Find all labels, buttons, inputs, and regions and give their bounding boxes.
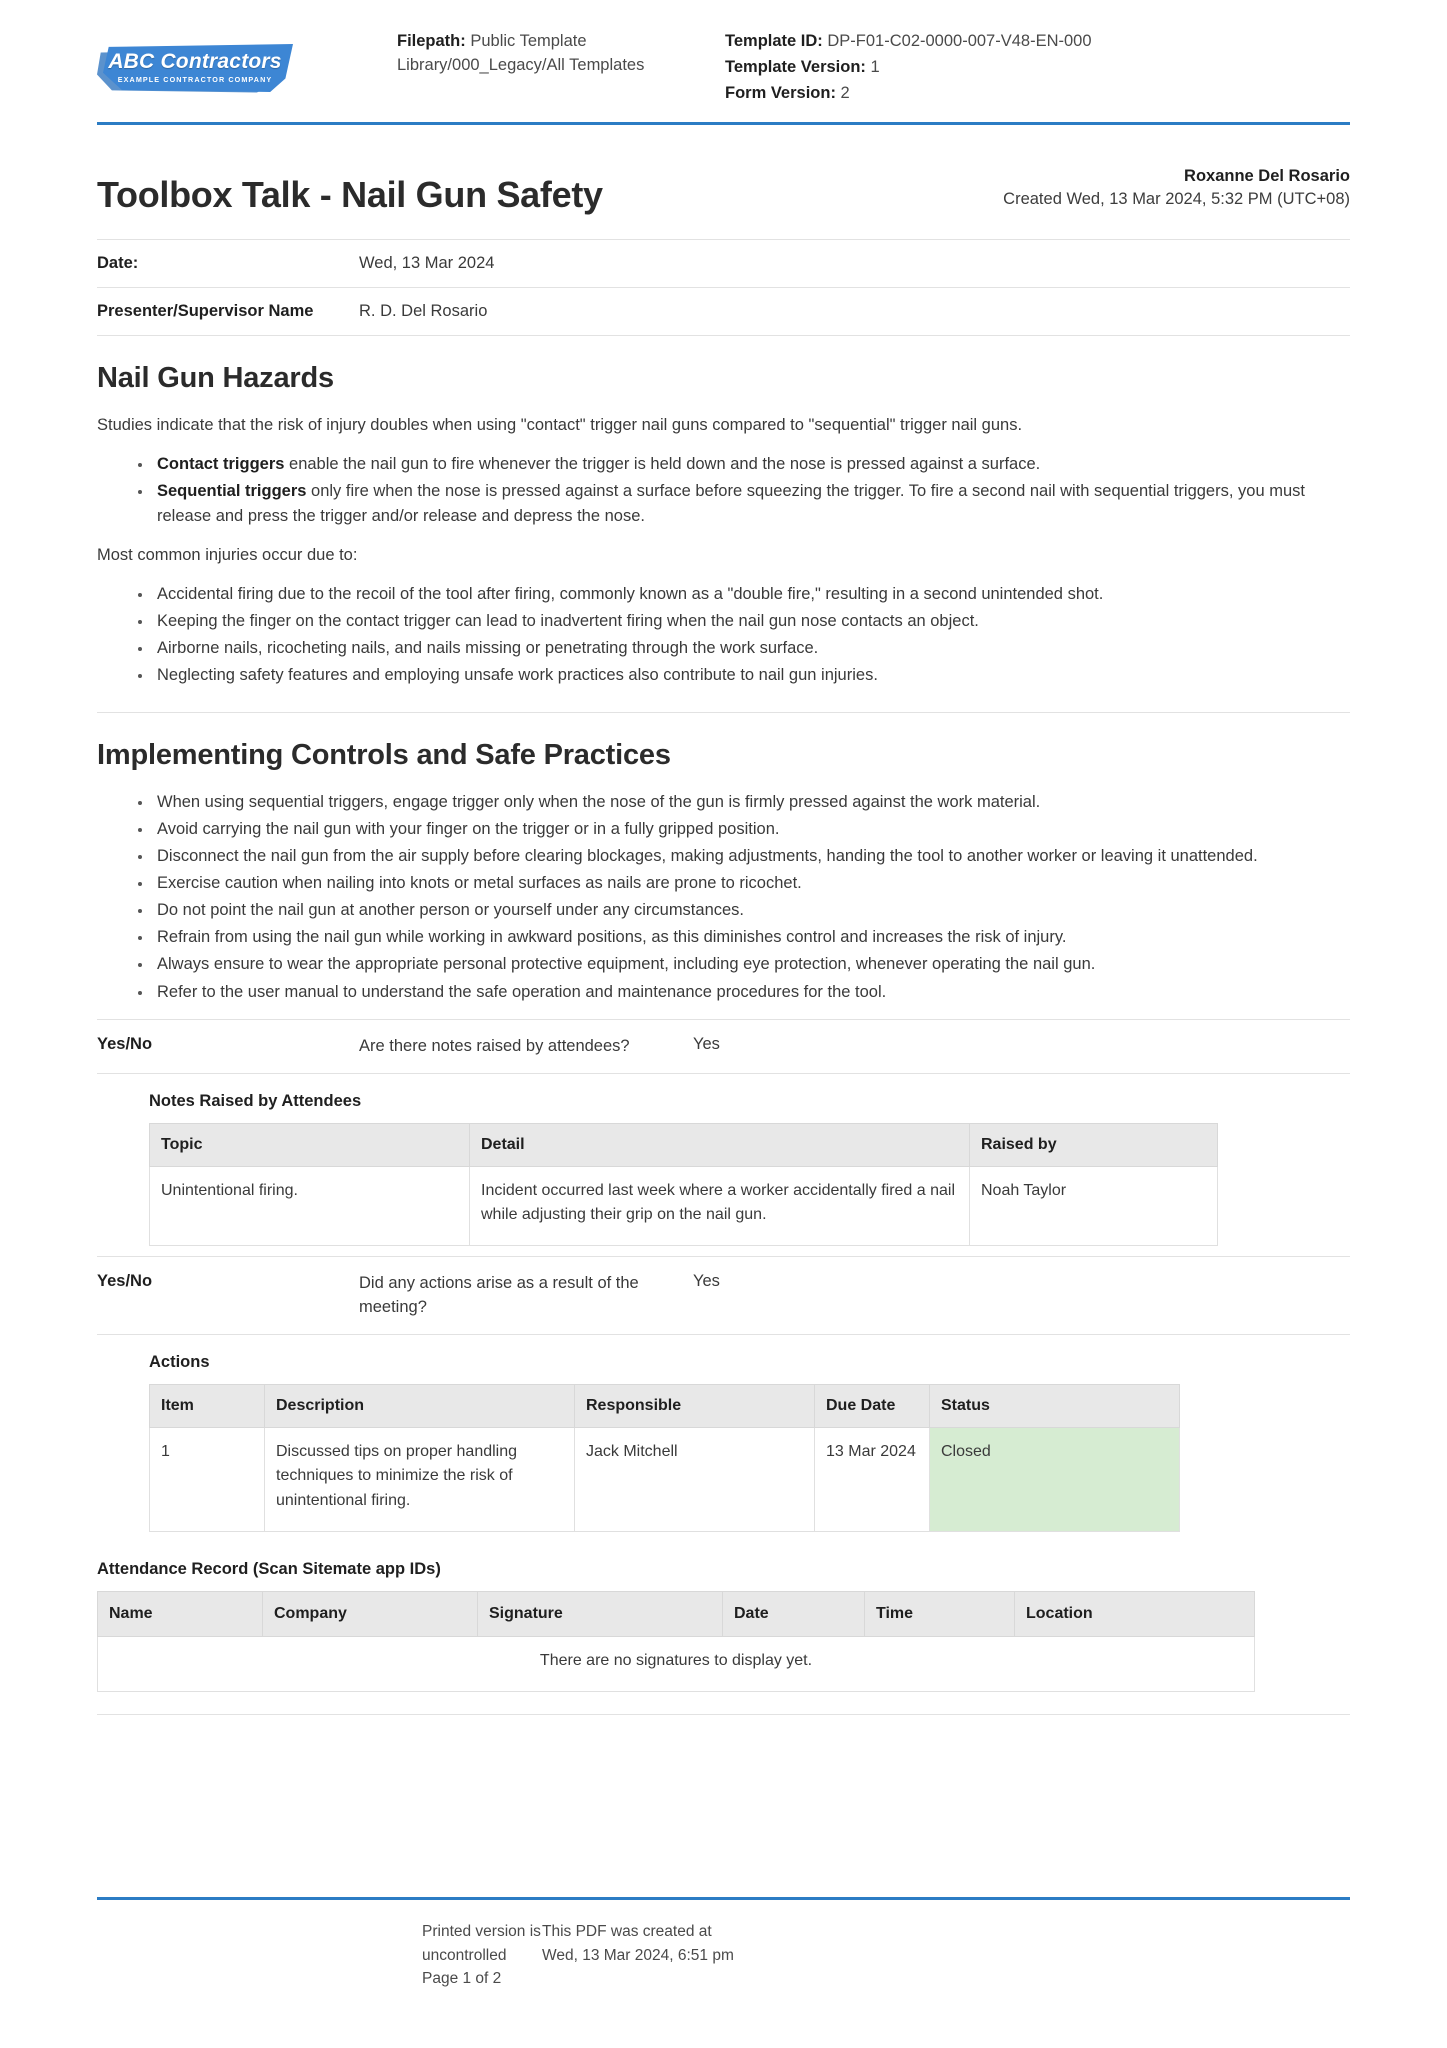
list-item: • Neglecting safety features and employing unsafe work practices also contribute to nail gun injuries. xyxy=(153,663,1350,688)
section-title-hazards: Nail Gun Hazards xyxy=(97,361,334,394)
logo-company-tagline: EXAMPLE CONTRACTOR COMPANY xyxy=(117,75,273,84)
form-version-label: Form Version: xyxy=(725,83,836,102)
attendance-table xyxy=(97,1591,1255,1692)
status-badge: Closed xyxy=(930,1428,1180,1532)
form-version-value: 2 xyxy=(840,83,850,102)
controls-list xyxy=(97,790,1350,1005)
yesno-question-notes: Are there notes raised by attendees? xyxy=(359,1036,630,1055)
table-row-empty xyxy=(98,1636,1255,1691)
attendance-title: Attendance Record (Scan Sitemate app IDs) xyxy=(97,1559,441,1578)
list-item: • Airborne nails, ricocheting nails, and nails missing or penetrating through the work surface. xyxy=(153,636,1350,661)
filepath-label: Filepath: xyxy=(397,32,466,50)
list-item: • Refrain from using the nail gun while working in awkward positions, as this diminishes control and increases the risk of injury. xyxy=(153,925,1350,950)
notes-block xyxy=(97,1074,1350,1257)
template-id-label: Template ID: xyxy=(725,32,823,50)
bullet-text: only fire when the nose is pressed against a surface before squeezing the trigger. To fire a second nail with sequential triggers, you must release and press the trigger and/or release and depress the nose. xyxy=(157,481,1305,525)
content-bottom-rule xyxy=(97,1714,1350,1715)
document-header xyxy=(97,0,1350,125)
list-item xyxy=(153,479,1350,529)
column-header-location: Location xyxy=(1015,1591,1255,1636)
column-header-raised-by: Raised by xyxy=(970,1123,1218,1166)
header-filepath-block xyxy=(397,26,725,80)
cell-due-date: 13 Mar 2024 xyxy=(815,1428,930,1532)
cell-item: 1 xyxy=(150,1428,265,1532)
notes-table-title: Notes Raised by Attendees xyxy=(149,1091,362,1110)
hazards-trigger-list xyxy=(97,452,1350,529)
field-label-presenter: Presenter/Supervisor Name xyxy=(97,301,314,320)
actions-block xyxy=(97,1335,1350,1542)
hazards-injury-list xyxy=(97,582,1350,688)
template-version-value: 1 xyxy=(870,57,880,76)
column-header-topic: Topic xyxy=(150,1123,470,1166)
title-row xyxy=(97,125,1350,223)
section-nail-gun-hazards xyxy=(97,336,1350,713)
cell-detail: Incident occurred last week where a worker accidentally fired a nail while adjusting their grip on the nail gun. xyxy=(470,1166,970,1246)
bullet-bold-term: Sequential triggers xyxy=(157,481,307,500)
column-header-name: Name xyxy=(98,1591,263,1636)
table-header-row xyxy=(150,1123,1218,1166)
template-id-value: DP-F01-C02-0000-007-V48-EN-000 xyxy=(827,32,1092,50)
yesno-answer-notes: Yes xyxy=(693,1034,720,1053)
cell-raised-by: Noah Taylor xyxy=(970,1166,1218,1246)
page-title: Toolbox Talk - Nail Gun Safety xyxy=(97,174,603,216)
cell-responsible: Jack Mitchell xyxy=(575,1428,815,1532)
footer-uncontrolled-text: Printed version is uncontrolled xyxy=(422,1923,541,1964)
created-author: Roxanne Del Rosario xyxy=(1184,166,1350,185)
column-header-time: Time xyxy=(865,1591,1015,1636)
list-item: • Keeping the finger on the contact trigger can lead to inadvertent firing when the nail gun nose contacts an object. xyxy=(153,609,1350,634)
created-meta xyxy=(1003,165,1350,215)
document-footer xyxy=(97,1897,1350,1990)
attendance-empty-message: There are no signatures to display yet. xyxy=(98,1636,1255,1691)
list-item: • Always ensure to wear the appropriate personal protective equipment, including eye protection, whenever operating the nail gun. xyxy=(153,952,1350,977)
bullet-bold-term: Contact triggers xyxy=(157,454,285,473)
section-implementing-controls xyxy=(97,713,1350,1005)
cell-topic: Unintentional firing. xyxy=(150,1166,470,1246)
yesno-label-actions: Yes/No xyxy=(97,1272,153,1291)
footer-created-label: This PDF was created at xyxy=(542,1923,712,1941)
table-row xyxy=(150,1166,1218,1246)
template-version-label: Template Version: xyxy=(725,57,866,76)
header-template-block xyxy=(725,26,1350,108)
created-timestamp: Created Wed, 13 Mar 2024, 5:32 PM (UTC+08) xyxy=(1003,189,1350,208)
hazards-mid-text: Most common injuries occur due to: xyxy=(97,545,358,564)
logo-company-name: ABC Contractors xyxy=(108,50,282,73)
column-header-status: Status xyxy=(930,1385,1180,1428)
field-value-presenter: R. D. Del Rosario xyxy=(359,301,488,320)
footer-print-notice xyxy=(97,1920,542,1990)
notes-table xyxy=(149,1123,1218,1247)
field-row-presenter xyxy=(97,288,1350,336)
attendance-block xyxy=(97,1542,1350,1715)
field-value-date: Wed, 13 Mar 2024 xyxy=(359,253,495,272)
list-item: • Disconnect the nail gun from the air supply before clearing blockages, making adjustments, handing the tool to another worker or leaving it unattended. xyxy=(153,844,1350,869)
footer-created-timestamp: Wed, 13 Mar 2024, 6:51 pm xyxy=(542,1946,734,1964)
yesno-row-actions xyxy=(97,1256,1350,1335)
bullet-text: enable the nail gun to fire whenever the trigger is held down and the nose is pressed against a surface. xyxy=(284,454,1041,473)
footer-page-number: Page 1 of 2 xyxy=(422,1969,502,1987)
table-header-row xyxy=(98,1591,1255,1636)
list-item: • Avoid carrying the nail gun with your finger on the trigger or in a fully gripped position. xyxy=(153,817,1350,842)
column-header-due-date: Due Date xyxy=(815,1385,930,1428)
column-header-item: Item xyxy=(150,1385,265,1428)
column-header-signature: Signature xyxy=(478,1591,723,1636)
yesno-row-notes xyxy=(97,1019,1350,1074)
table-header-row xyxy=(150,1385,1180,1428)
column-header-responsible: Responsible xyxy=(575,1385,815,1428)
list-item: • Exercise caution when nailing into knots or metal surfaces as nails are prone to ricochet. xyxy=(153,871,1350,896)
actions-table xyxy=(149,1384,1180,1532)
yesno-question-actions: Did any actions arise as a result of the meeting? xyxy=(359,1274,639,1317)
filepath-value: Public Template Library/000_Legacy/All Templates xyxy=(397,32,645,74)
list-item: • When using sequential triggers, engage trigger only when the nose of the gun is firmly pressed against the work material. xyxy=(153,790,1350,815)
column-header-company: Company xyxy=(263,1591,478,1636)
column-header-description: Description xyxy=(265,1385,575,1428)
company-logo xyxy=(97,26,397,94)
column-header-date: Date xyxy=(723,1591,865,1636)
yesno-answer-actions: Yes xyxy=(693,1272,720,1291)
field-row-date xyxy=(97,239,1350,288)
footer-pdf-created xyxy=(542,1920,1350,1990)
list-item: • Accidental firing due to the recoil of the tool after firing, commonly known as a "double fire," resulting in a second unintended shot. xyxy=(153,582,1350,607)
cell-description: Discussed tips on proper handling techniques to minimize the risk of unintentional firing. xyxy=(265,1428,575,1532)
list-item: • Refer to the user manual to understand the safe operation and maintenance procedures for the tool. xyxy=(153,980,1350,1005)
yesno-label-notes: Yes/No xyxy=(97,1034,153,1053)
hazards-intro-text: Studies indicate that the risk of injury doubles when using "contact" trigger nail guns compared to "sequential" trigger nail guns. xyxy=(97,415,1023,434)
list-item xyxy=(153,452,1350,477)
actions-table-title: Actions xyxy=(149,1353,210,1372)
column-header-detail: Detail xyxy=(470,1123,970,1166)
list-item: • Do not point the nail gun at another person or yourself under any circumstances. xyxy=(153,898,1350,923)
section-title-controls: Implementing Controls and Safe Practices xyxy=(97,739,671,771)
field-label-date: Date: xyxy=(97,253,139,272)
table-row xyxy=(150,1428,1180,1532)
